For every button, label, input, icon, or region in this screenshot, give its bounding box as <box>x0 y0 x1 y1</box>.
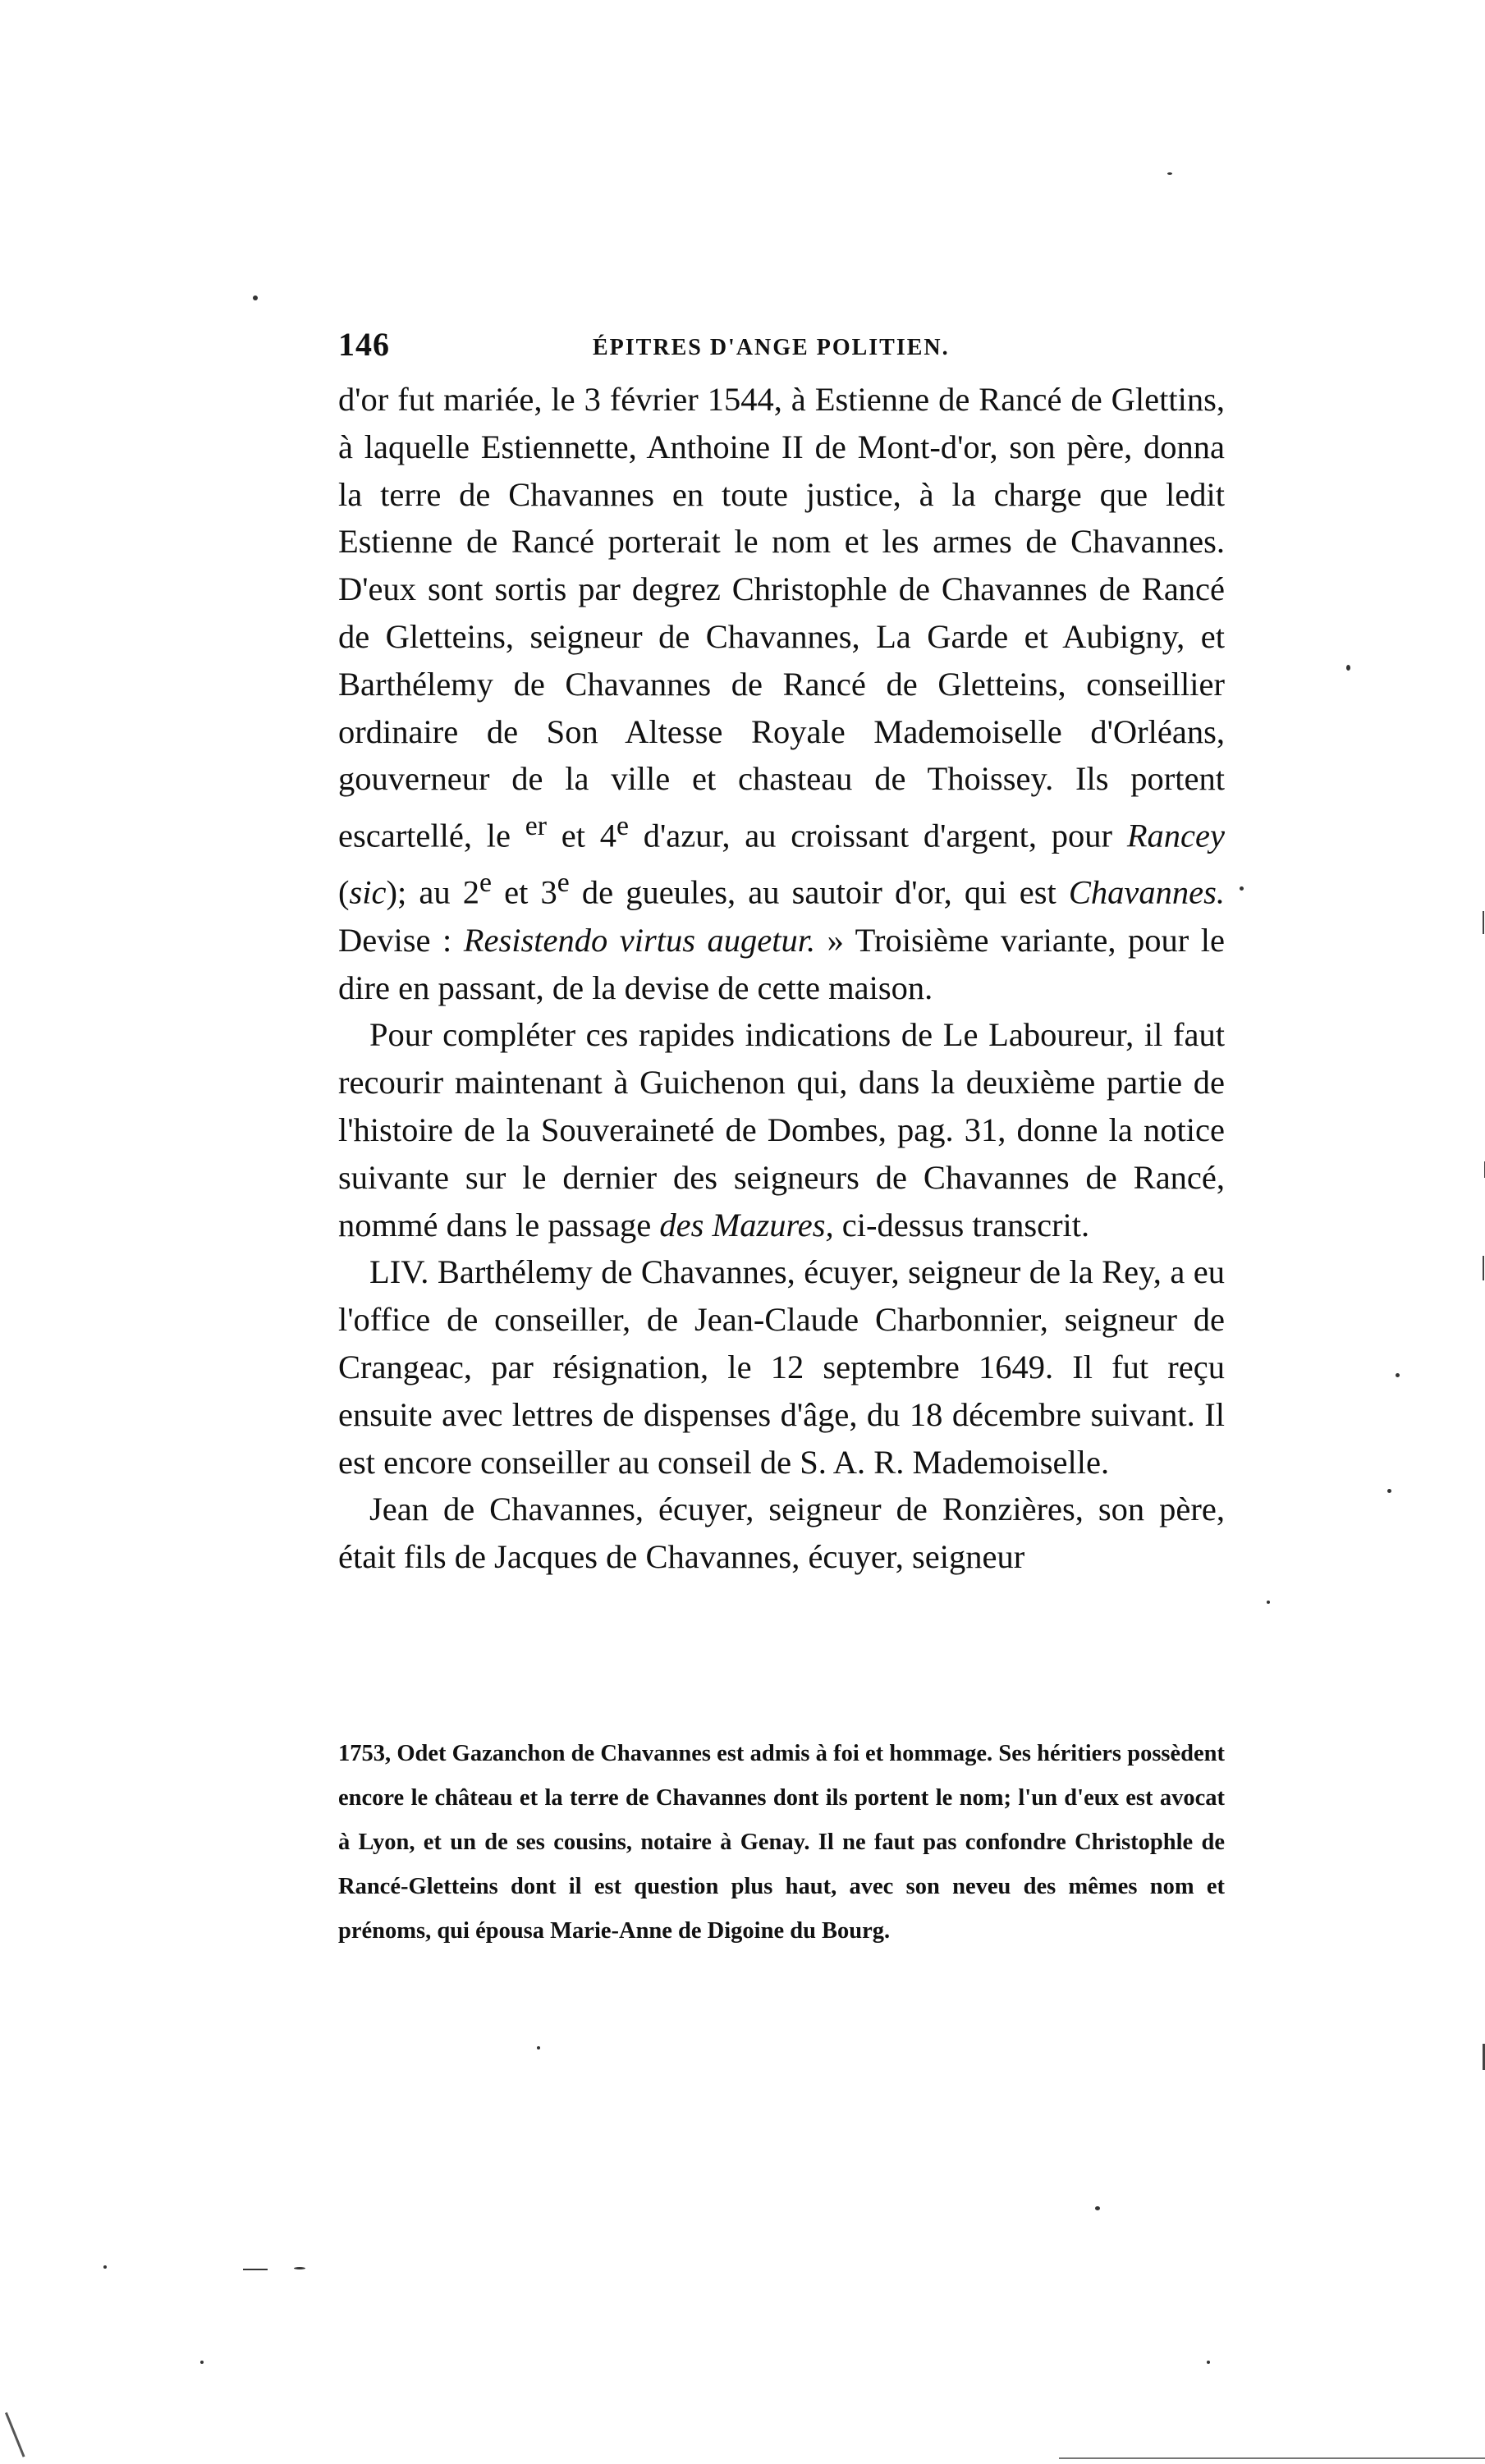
scan-speck <box>200 2361 204 2364</box>
scan-speck <box>294 2267 305 2269</box>
scan-tick <box>1483 911 1484 934</box>
p1-text-i: » Troisième variante, pour le dire en passant, de la devise de cette maison. <box>338 921 1225 1006</box>
p2-text-a: Pour compléter ces rapides indications de Le Laboureur, il faut recourir maintenant à Guichenon qui, dans la deuxième partie de l'histoire de la Souveraineté de Dombes, pag. 31, donne la notice suivante sur le dernier des seigneurs de Chavannes de Rancé, nommé dans le passage <box>338 1016 1225 1243</box>
paragraph-4: Jean de Chavannes, écuyer, seigneur de Ronzières, son père, était fils de Jacques de Chavannes, écuyer, seigneur <box>338 1491 1225 1576</box>
footnote <box>338 1732 1225 1953</box>
footnote-text: 1753, Odet Gazanchon de Chavannes est admis à foi et hommage. Ses héritiers possèdent encore le château et la terre de Chavannes dont ils portent le nom; l'un d'eux est avocat à Lyon, et un de ses cousins, notaire à Genay. Il ne faut pas confondre Christophle de Rancé-Gletteins dont il est question plus haut, avec son neveu des mêmes nom et prénoms, qui épousa Marie-Anne de Digoine du Bourg. <box>338 1741 1225 1944</box>
paragraph-3: LIV. Barthélemy de Chavannes, écuyer, seigneur de la Rey, a eu l'office de conseiller, de Jean-Claude Charbonnier, seigneur de Crangeac, par résignation, le 12 septembre 1649. Il fut reçu ensuite avec lettres de dispenses d'âge, du 18 décembre suivant. Il est encore conseiller au conseil de S. A. R. Mademoiselle. <box>338 1253 1225 1481</box>
scan-speck <box>1387 1489 1391 1493</box>
running-title: ÉPITRES D'ANGE POLITIEN. <box>593 335 950 360</box>
p1-text-c: d'azur, au croissant d'argent, pour <box>628 817 1127 854</box>
scan-speck <box>1095 2206 1100 2210</box>
scan-speck <box>1396 1373 1400 1377</box>
p1-sup-e2: e <box>479 868 492 899</box>
scan-speck <box>1207 2361 1210 2364</box>
paragraph-2 <box>338 1011 1225 1248</box>
p1-sup-e4: e <box>616 811 629 842</box>
scan-speck <box>1267 1601 1270 1604</box>
scan-speck <box>537 2046 540 2050</box>
p1-text-d: ( <box>338 873 350 911</box>
scan-tick <box>1483 1256 1484 1280</box>
p1-em-devise: Resistendo virtus augetur. <box>463 921 816 959</box>
p2-em-mazures: des Mazures, <box>659 1206 834 1243</box>
scan-speck <box>243 2269 268 2270</box>
body-text <box>338 376 1225 1581</box>
p1-sup-e3: e <box>557 868 570 899</box>
paragraph-1 <box>338 376 1225 1011</box>
page-number: 146 <box>338 326 390 363</box>
p1-text-g: de gueules, au sautoir d'or, qui est <box>569 873 1069 911</box>
scan-corner-mark <box>5 2412 25 2457</box>
p1-text-f: et 3 <box>491 873 557 911</box>
p1-text-b: et 4 <box>546 817 616 854</box>
scan-speck <box>1346 665 1350 671</box>
scan-bottom-rule <box>1059 2457 1485 2459</box>
p1-text-e: ); au 2 <box>386 873 479 911</box>
p1-text-h: Devise : <box>338 921 464 959</box>
p1-sup-er: er <box>525 811 547 842</box>
p1-em-rancey: Rancey <box>1126 817 1225 854</box>
scan-speck <box>1167 172 1172 175</box>
p1-em-sic: sic <box>349 873 387 911</box>
scan-speck <box>103 2265 107 2269</box>
p1-text-a: d'or fut mariée, le 3 février 1544, à Estienne de Rancé de Glettins, à laquelle Estiennette, Anthoine II de Mont-d'or, son père, donna la terre de Chavannes en toute justice, à la charge que ledit Estienne de Rancé porterait le nom et les armes de Chavannes. D'eux sont sortis par degrez Christophle de Chavannes de Rancé de Gletteins, seigneur de Chavannes, La Garde et Aubigny, et Barthélemy de Chavannes de Rancé de Gletteins, conseillier ordinaire de Son Altesse Royale Mademoiselle d'Orléans, gouverneur de la ville et chasteau de Thoissey. Ils portent escartellé, le <box>338 381 1225 854</box>
page-header <box>338 325 1225 374</box>
p2-text-b: ci-dessus transcrit. <box>833 1206 1090 1243</box>
scan-speck <box>1240 886 1244 891</box>
scan-speck <box>253 295 258 300</box>
p1-em-chavannes: Chavannes. <box>1068 873 1225 911</box>
